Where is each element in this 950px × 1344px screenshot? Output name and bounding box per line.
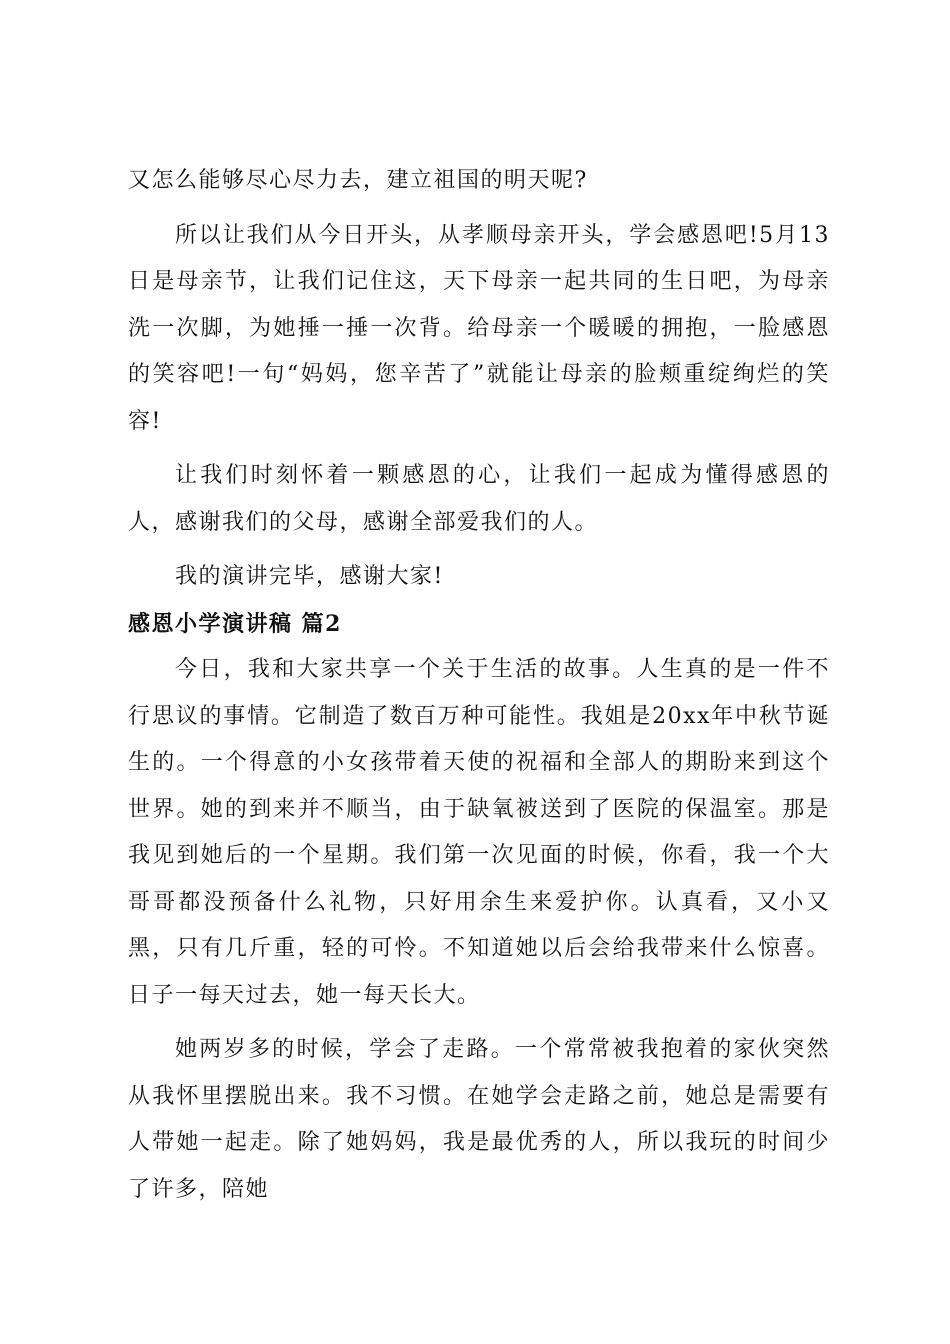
paragraph-mothers-day: 所以让我们从今日开头，从孝顺母亲开头，学会感恩吧!5月13日是母亲节，让我们记住这，天下母亲一起共同的生日吧，为母亲洗一次脚，为她捶一捶一次背。给母亲一个暖暖的拥抱，一脸感恩的笑容吧!一句“妈妈，您辛苦了”就能让母亲的脸颊重绽绚烂的笑容! (128, 222, 830, 434)
paragraph-gratitude: 让我们时刻怀着一颗感恩的心，让我们一起成为懂得感恩的人，感谢我们的父母，感谢全部爱我们的人。 (128, 463, 830, 535)
paragraph-story: 今日，我和大家共享一个关于生活的故事。人生真的是一件不行思议的事情。它制造了数百万种可能性。我姐是20xx年中秋节诞生的。一个得意的小女孩带着天使的祝福和全部人的期盼来到这个世界。她的到来并不顺当，由于缺氧被送到了医院的保温室。那是我见到她后的一个星期。我们第一次见面的时候，你看，我一个大哥哥都没预备什么礼物，只好用余生来爱护你。认真看，又小又黑，只有几斤重，轻的可怜。不知道她以后会给我带来什么惊喜。日子一每天过去，她一每天长大。 (128, 657, 830, 1008)
section-heading: 感恩小学演讲稿 篇2 (128, 610, 342, 637)
paragraph-closing: 我的演讲完毕，感谢大家! (175, 564, 444, 589)
paragraph-walking: 她两岁多的时候，学会了走路。一个常常被我抱着的家伙突然从我怀里摆脱出来。我不习惯。在她学会走路之前，她总是需要有人带她一起走。除了她妈妈，我是最优秀的人，所以我玩的时间少了许多，陪她 (128, 1037, 830, 1202)
document-page (128, 158, 830, 1213)
paragraph-continuation: 又怎么能够尽心尽力去，建立祖国的明天呢? (128, 168, 588, 193)
